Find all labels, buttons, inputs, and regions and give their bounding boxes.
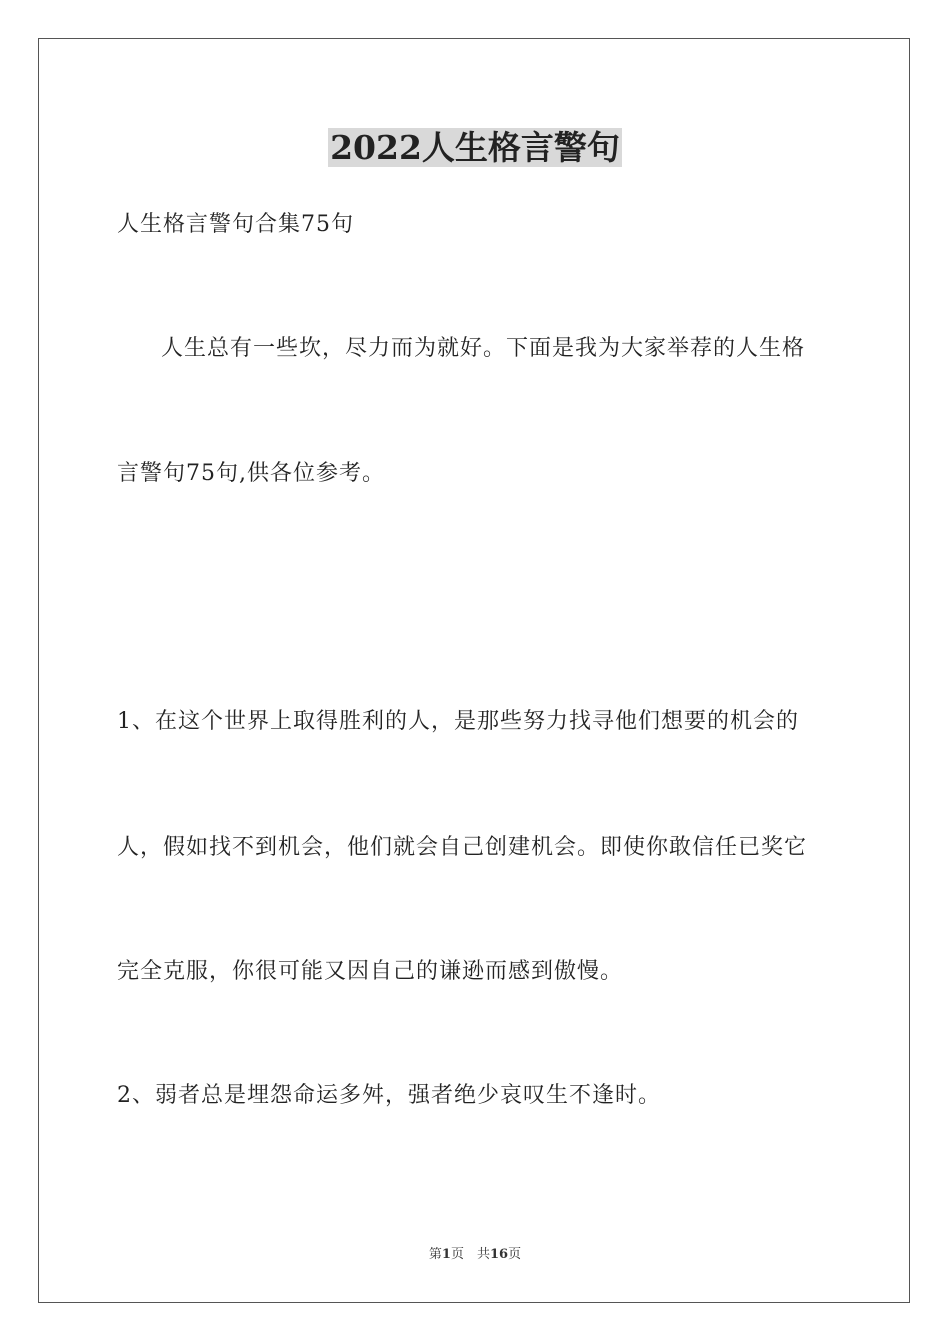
page-footer [0,1246,950,1264]
item-1-line-1: 1、在这个世界上取得胜利的人，是那些努力找寻他们想要的机会的 [117,709,799,734]
footer-page-total: 16 [489,1247,509,1262]
footer-page-prefix: 第 [428,1247,442,1262]
item-1-line-3: 完全克服，你很可能又因自己的谦逊而感到傲慢。 [117,959,624,984]
intro-line-2: 言警句75句,供各位参考。 [117,461,385,486]
intro-line-1: 人生总有一些坎，尽力而为就好。下面是我为大家举荐的人生格 [161,336,806,361]
footer-page-current: 1 [441,1247,451,1262]
document-title [0,124,950,172]
footer-page-mid: 页 共 [450,1247,490,1262]
item-1-line-2: 人，假如找不到机会，他们就会自己创建机会。即使你敢信任已奖它 [117,835,808,860]
document-subtitle: 人生格言警句合集75句 [117,212,354,237]
item-2-line-1: 2、弱者总是埋怨命运多舛，强者绝少哀叹生不逢时。 [117,1083,661,1108]
document-title-text: 2022人生格言警句 [330,128,620,167]
footer-page-suffix: 页 [508,1247,522,1262]
